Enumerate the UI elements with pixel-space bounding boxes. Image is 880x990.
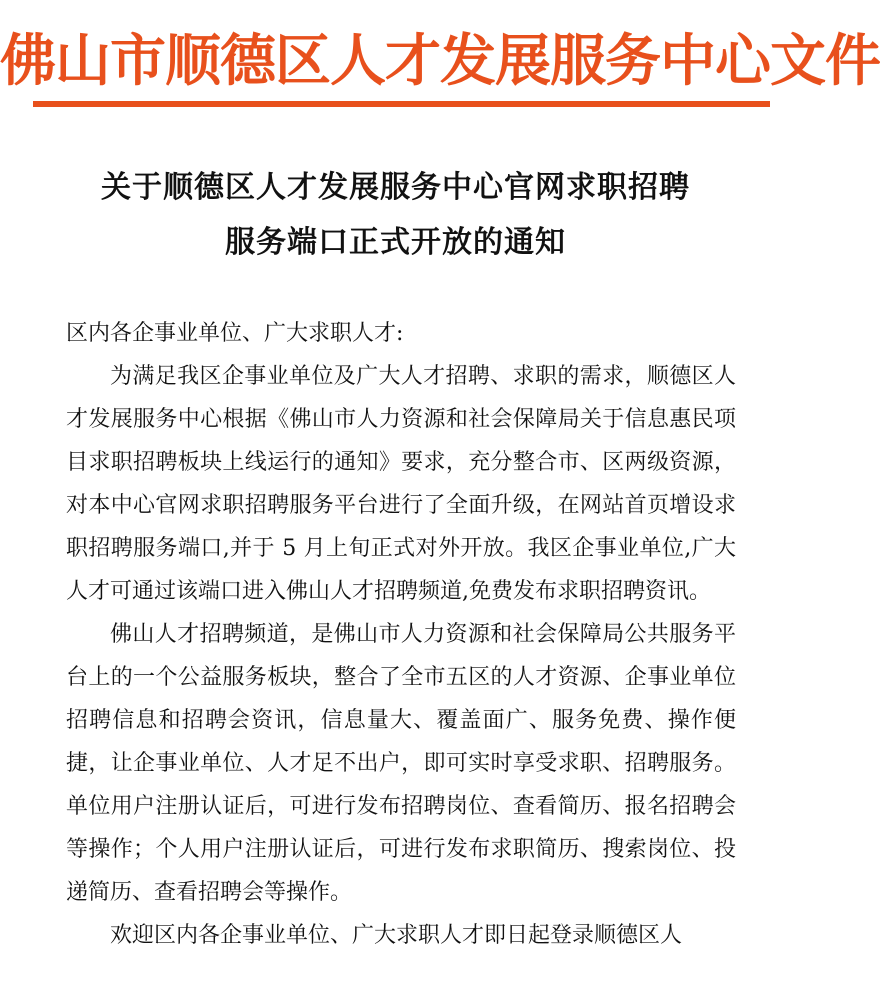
body-paragraph-2: 佛山人才招聘频道，是佛山市人力资源和社会保障局公共服务平台上的一个公益服务板块，整合了全市五区的人才资源、企事业单位招聘信息和招聘会资讯，信息量大、覆盖面广、服务免费、操作便捷，让企事业单位、人才足不出户，即可实时享受求职、招聘服务。单位用户注册认证后，可进行发布招聘岗位、查看简历、报名招聘会等操作；个人用户注册认证后，可进行发布求职简历、搜索岗位、投递简历、查看招聘会等操作。 <box>66 622 736 905</box>
body-paragraph-3: 欢迎区内各企事业单位、广大求职人才即日起登录顺德区人 <box>110 923 683 948</box>
red-header-rule <box>33 101 770 107</box>
salutation: 区内各企事业单位、广大求职人才: <box>66 321 404 346</box>
document-masthead: 佛山市顺德区人才发展服务中心文件 <box>0 29 880 94</box>
title-line-1: 关于顺德区人才发展服务中心官网求职招聘 <box>101 170 690 205</box>
title-line-2: 服务端口正式开放的通知 <box>225 225 566 260</box>
document-title <box>0 160 791 270</box>
body-paragraph-1: 为满足我区企事业单位及广大人才招聘、求职的需求，顺德区人才发展服务中心根据《佛山市人力资源和社会保障局关于信息惠民项目求职招聘板块上线运行的通知》要求，充分整合市、区两级资源，对本中心官网求职招聘服务平台进行了全面升级，在网站首页增设求职招聘服务端口,并于 5 月上旬正式对外开放。我区企事业单位,广大人才可通过该端口进入佛山人才招聘频道,免费发布求职招聘资讯。 <box>66 364 736 604</box>
document-body <box>66 312 736 957</box>
